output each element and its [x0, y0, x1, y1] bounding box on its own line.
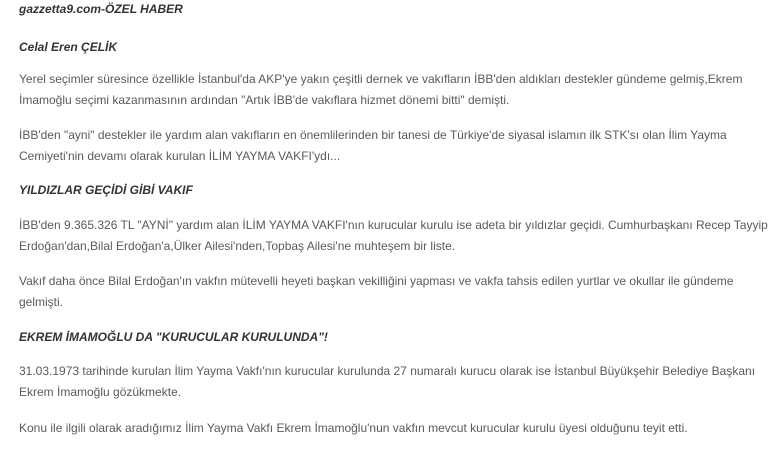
paragraph-5 [19, 361, 756, 403]
paragraph-2 [19, 125, 727, 167]
paragraph-line: Erdoğan'dan,Bilal Erdoğan'a,Ülker Ailesi'nden,Topbaş Ailesi'ne muhteşem bir liste. [19, 239, 456, 253]
paragraph-line: Cemiyeti'nin devamı olarak kurulan İLİM YAYMA VAKFI'ydı... [19, 149, 341, 163]
section-heading-imamoglu: EKREM İMAMOĞLU DA "KURUCULAR KURULUNDA"! [19, 330, 328, 344]
paragraph-line: gelmişti. [19, 295, 64, 309]
paragraph-line: 31.03.1973 tarihinde kurulan İlim Yayma Vakfı'nın kurucular kurulunda 27 numaralı kurucu olarak ise İstanbul Büyükşehir Belediye Başkanı [19, 364, 756, 378]
paragraph-3 [19, 215, 768, 257]
author-name: Celal Eren ÇELİK [19, 40, 118, 54]
paragraph-line: İmamoğlu seçimi kazanmasının ardından "Artık İBB'de vakıflara hizmet dönemi bitti" demişti. [19, 93, 510, 107]
paragraph-line: Konu ile ilgili olarak aradığımız İlim Yayma Vakfı Ekrem İmamoğlu'nun vakfın mevcut kurucular kurulu üyesi olduğunu teyit etti. [19, 421, 688, 435]
paragraph-6 [19, 418, 688, 439]
paragraph-line: Yerel seçimler süresince özellikle İstanbul'da AKP'ye yakın çeşitli dernek ve vakıfların İBB'den aldıkları destekler gündeme gelmiş,Ekrem [19, 72, 743, 86]
paragraph-line: Vakıf daha önce Bilal Erdoğan'ın vakfın mütevelli heyeti başkan vekilliğini yapması ve vakfa tahsis edilen yurtlar ve okullar ile gündeme [19, 274, 734, 288]
paragraph-line: Ekrem İmamoğlu gözükmekte. [19, 385, 182, 399]
paragraph-line: İBB'den 9.365.326 TL "AYNİ" yardım alan İLİM YAYMA VAKFI'nın kurucular kurulu ise adeta bir yıldızlar geçidi. Cumhurbaşkanı Recep Tayyip [19, 218, 768, 232]
paragraph-4 [19, 271, 734, 313]
section-heading-stars: YILDIZLAR GEÇİDİ GİBİ VAKIF [19, 183, 193, 197]
source-line: gazzetta9.com-ÖZEL HABER [19, 2, 183, 16]
paragraph-1 [19, 69, 743, 111]
paragraph-line: İBB'den "ayni" destekler ile yardım alan vakıfların en önemlilerinden bir tanesi de Türkiye'de siyasal islamın ilk STK'sı olan İlim Yayma [19, 128, 727, 142]
